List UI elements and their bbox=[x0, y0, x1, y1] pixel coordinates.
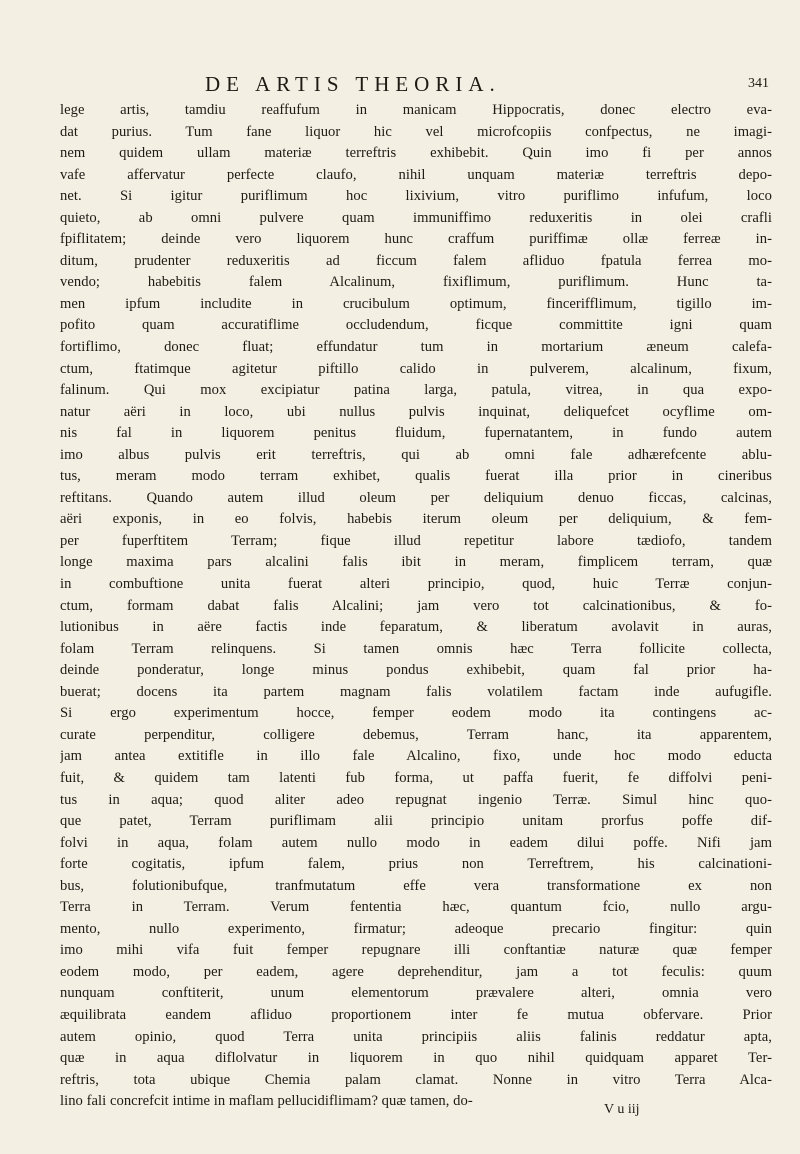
text-line: eodem modo, per eadem, agere deprehenditur, jam a tot feculis: quum bbox=[60, 963, 772, 980]
text-line: buerat; docens ita partem magnam falis volatilem factam inde aufugifle. bbox=[60, 683, 772, 700]
text-line: reftitans. Quando autem illud oleum per deliquium denuo ficcas, calcinas, bbox=[60, 489, 772, 506]
text-line: curate perpenditur, colligere debemus, Terram hanc, ita apparentem, bbox=[60, 726, 772, 743]
text-line: lutionibus in aëre factis inde feparatum, & liberatum avolavit in auras, bbox=[60, 619, 772, 636]
page-number: 341 bbox=[748, 76, 769, 91]
text-line: Si ergo experimentum hocce, femper eodem modo ita contingens ac- bbox=[60, 705, 772, 722]
text-line: tus, meram modo terram exhibet, qualis fuerat illa prior in cineribus bbox=[60, 468, 772, 485]
text-line: ditum, prudenter reduxeritis ad ficcum falem afliduo fpatula ferrea mo- bbox=[60, 252, 772, 269]
text-line: longe maxima pars alcalini falis ibit in meram, fimplicem terram, quæ bbox=[60, 554, 772, 571]
text-line: per fuperftitem Terram; fique illud repetitur labore tædiofo, tandem bbox=[60, 532, 772, 549]
text-line: æquilibrata eandem afliduo proportionem inter fe mutua obfervare. Prior bbox=[60, 1006, 772, 1023]
text-line: lino fali concrefcit intime in maflam pellucidiflimam? quæ tamen, do- bbox=[60, 1093, 473, 1110]
text-line: que patet, Terram puriflimam alii principio unitam prorfus poffe dif- bbox=[60, 813, 772, 830]
running-title: DE ARTIS THEORIA. bbox=[205, 72, 501, 96]
text-line: tus in aqua; quod aliter adeo repugnat ingenio Terræ. Simul hinc quo- bbox=[60, 791, 772, 808]
text-line: imo albus pulvis erit terreftris, qui ab omni fale adhærefcente ablu- bbox=[60, 446, 772, 463]
text-line: natur aëri in loco, ubi nullus pulvis inquinat, deliquefcet ocyflime om- bbox=[60, 403, 772, 420]
text-line: nis fal in liquorem penitus fluidum, fupernatantem, in fundo autem bbox=[60, 425, 772, 442]
text-line: fortiflimo, donec fluat; effundatur tum in mortarium æneum calefa- bbox=[60, 339, 772, 356]
text-line: vafe affervatur perfecte claufo, nihil unquam materiæ terreftris depo- bbox=[60, 166, 772, 183]
page-header bbox=[0, 72, 800, 98]
text-line: fpiflitatem; deinde vero liquorem hunc craffum puriffimæ ollæ ferreæ in- bbox=[60, 231, 772, 248]
text-line: ctum, formam dabat falis Alcalini; jam vero tot calcinationibus, & fo- bbox=[60, 597, 772, 614]
text-line: vendo; habebitis falem Alcalinum, fixiflimum, puriflimum. Hunc ta- bbox=[60, 274, 772, 291]
text-line: men ipfum includite in crucibulum optimum, fincerifflimum, tigillo im- bbox=[60, 295, 772, 312]
text-line: nunquam conftiterit, unum elementorum prævalere alteri, omnia vero bbox=[60, 985, 772, 1002]
text-line: ctum, ftatimque agitetur piftillo calido in pulverem, alcalinum, fixum, bbox=[60, 360, 772, 377]
text-line: quæ in aqua diflolvatur in liquorem in quo nihil quidquam apparet Ter- bbox=[60, 1050, 772, 1067]
text-line: forte cogitatis, ipfum falem, prius non Terreftrem, his calcinationi- bbox=[60, 856, 772, 873]
text-line: net. Si igitur puriflimum hoc lixivium, vitro puriflimo infufum, loco bbox=[60, 188, 772, 205]
text-line: aëri exponis, in eo folvis, habebis iterum oleum per deliquium, & fem- bbox=[60, 511, 772, 528]
text-line: jam antea extitifle in illo fale Alcalino, fixo, unde hoc modo educta bbox=[60, 748, 772, 765]
text-line: quieto, ab omni pulvere quam immuniffimo reduxeritis in olei crafli bbox=[60, 209, 772, 226]
text-line: pofito quam accuratiflime occludendum, ficque committite igni quam bbox=[60, 317, 772, 334]
text-line: autem opinio, quod Terra unita principiis aliis falinis reddatur apta, bbox=[60, 1028, 772, 1045]
text-line: nem quidem ullam materiæ terreftris exhibebit. Quin imo fi per annos bbox=[60, 145, 772, 162]
signature-mark: V u iij bbox=[604, 1102, 640, 1117]
text-line: reftris, tota ubique Chemia palam clamat. Nonne in vitro Terra Alca- bbox=[60, 1071, 772, 1088]
text-line: folvi in aqua, folam autem nullo modo in eadem dilui poffe. Nifi jam bbox=[60, 834, 772, 851]
text-line: falinum. Qui mox excipiatur patina larga, patula, vitrea, in qua expo- bbox=[60, 382, 772, 399]
text-line: dat purius. Tum fane liquor hic vel microfcopiis confpectus, ne imagi- bbox=[60, 123, 772, 140]
text-line: fuit, & quidem tam latenti fub forma, ut paffa fuerit, fe diffolvi peni- bbox=[60, 769, 772, 786]
text-line: bus, folutionibufque, tranfmutatum effe vera transformatione ex non bbox=[60, 877, 772, 894]
text-line: deinde ponderatur, longe minus pondus exhibebit, quam fal prior ha- bbox=[60, 662, 772, 679]
text-line: mento, nullo experimento, firmatur; adeoque precario fingitur: quin bbox=[60, 920, 772, 937]
text-line: folam Terram relinquens. Si tamen omnis hæc Terra follicite collecta, bbox=[60, 640, 772, 657]
text-line: in combuftione unita fuerat alteri principio, quod, huic Terræ conjun- bbox=[60, 576, 772, 593]
text-line: Terra in Terram. Verum fententia hæc, quantum fcio, nullo argu- bbox=[60, 899, 772, 916]
text-line: lege artis, tamdiu reaffufum in manicam Hippocratis, donec electro eva- bbox=[60, 102, 772, 118]
text-line: imo mihi vifa fuit femper repugnare illi conftantiæ naturæ quæ femper bbox=[60, 942, 772, 959]
body-text bbox=[60, 100, 772, 1113]
